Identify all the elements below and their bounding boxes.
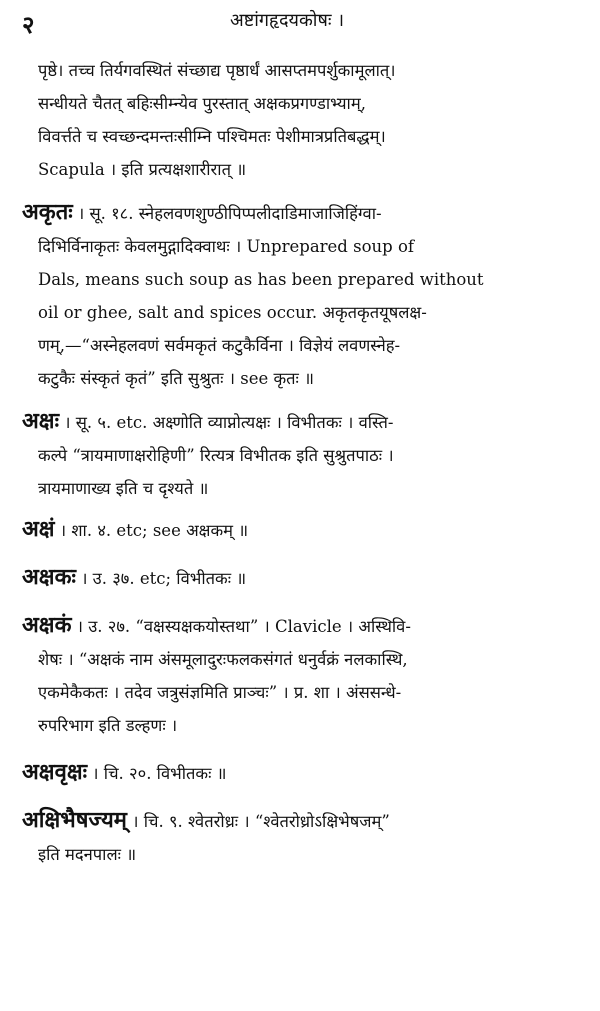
entry-line: कल्पे “त्रायमाणाक्षरोहिणी” रित्यत्र विभीतक इति सुश्रुतपाठः । [38, 446, 394, 465]
entry-text: । चि. ९. श्वेतरोध्रः । “श्वेतरोध्रोऽक्षिभेषजम्” [132, 812, 390, 831]
entry-text: । उ. २७. “वक्षस्यक्षकयोस्तथा” । Clavicle । अस्थिवि- [76, 617, 411, 636]
running-title: अष्टांगहृदयकोषः । [230, 10, 345, 31]
headword: अक्षकः [22, 564, 76, 590]
entry-line: इति मदनपालः ॥ [38, 845, 137, 864]
entry-continuation [38, 54, 584, 186]
entry-line: दिभिर्विनाकृतः केवलमुद्गादिक्वाथः । Unprepared soup of [38, 237, 414, 256]
entry-text: । चि. २०. विभीतकः ॥ [92, 764, 227, 783]
entry-line [22, 561, 582, 595]
entry-line: एकमेकैकतः । तदेव जत्रुसंज्ञमिति प्राञ्चः” । प्र. शा । अंससन्धे- [38, 683, 402, 702]
entry-line: शेषः । “अक्षकं नाम अंसमूलादुरःफलकसंगतं धनुर्वक्रं नलकास्थि, [38, 650, 408, 669]
entry-text: । सू. ५. etc. अक्ष्णोति व्याप्नोत्यक्षः । विभीतकः । वस्ति- [64, 413, 394, 432]
entry-text: । सू. १८. स्नेहलवणशुण्ठीपिप्पलीदाडिमाजाजिहिंग्वा- [77, 204, 382, 223]
entry-line: त्रायमाणाख्य इति च दृश्यते ॥ [38, 479, 209, 498]
entry-line [22, 804, 582, 838]
entry-line: रुपरिभाग इति डल्हणः । [38, 716, 178, 735]
headword: अक्षिभैषज्यम् [22, 807, 127, 833]
entry-line [22, 756, 582, 790]
page-header [0, 6, 600, 39]
headword: अक्षकं [22, 612, 72, 638]
entry-akshakah [22, 561, 582, 595]
entry-text: । शा. ४. etc; see अक्षकम् ॥ [59, 521, 249, 540]
entry-akshibhaishajyam [22, 804, 582, 871]
entry-line: पृष्ठे। तच्च तिर्यगवस्थितं संच्छाद्य पृष्ठार्धं आसप्तमपर्शुकामूलात्। [38, 61, 396, 80]
entry-line [22, 196, 582, 230]
dictionary-entries [0, 54, 600, 871]
entry-aksham [22, 513, 582, 547]
headword: अक्षं [22, 516, 55, 542]
entry-line: oil or ghee, salt and spices occur. अकृतकृतयूषलक्ष- [38, 303, 427, 322]
entry-line: सन्धीयते चैतत् बहिःसीम्न्येव पुरस्तात् अक्षकप्रगण्डाभ्याम्, [38, 94, 366, 113]
entry-line: कटुकैः संस्कृतं कृतं” इति सुश्रुतः । see कृतः ॥ [38, 369, 315, 388]
entry-line [22, 513, 582, 547]
entry-line: Scapula । इति प्रत्यक्षशारीरात् ॥ [38, 160, 247, 179]
entry-akshavrikshah [22, 756, 582, 790]
page-number: २ [22, 10, 35, 39]
headword: अकृतः [22, 199, 73, 225]
entry-line [22, 609, 582, 643]
headword: अक्षवृक्षः [22, 759, 88, 785]
entry-line: णम्,—“अस्नेहलवणं सर्वमकृतं कटुकैर्विना । विज्ञेयं लवणस्नेह- [38, 336, 401, 355]
entry-line [22, 405, 582, 439]
entry-akshakam [22, 609, 582, 742]
entry-text: । उ. ३७. etc; विभीतकः ॥ [81, 569, 247, 588]
entry-akritah [22, 196, 582, 395]
entry-line: Dals, means such soup as has been prepared without [38, 270, 484, 289]
entry-line: विवर्त्तते च स्वच्छन्दमन्तःसीम्नि पश्चिमतः पेशीमात्रप्रतिबद्धम्। [38, 127, 386, 146]
entry-akshah [22, 405, 582, 505]
headword: अक्षः [22, 408, 60, 434]
